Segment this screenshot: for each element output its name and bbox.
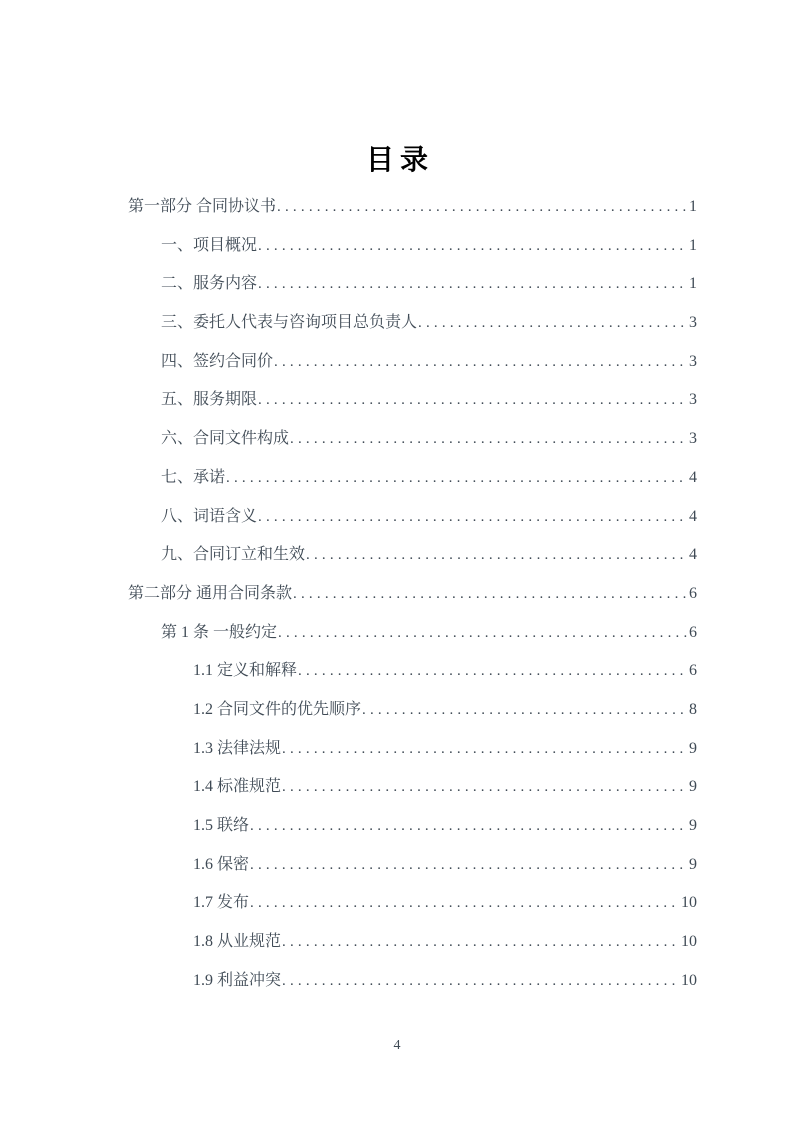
toc-entry-label: 五、服务期限 [161, 391, 258, 409]
toc-entry[interactable] [128, 227, 697, 266]
toc-entry-page-number: 4 [689, 507, 697, 525]
toc-entry-page-number: 4 [689, 546, 697, 564]
toc-entry-page-number: 10 [681, 894, 697, 912]
toc-entry[interactable] [128, 459, 697, 498]
dot-leader [274, 343, 687, 382]
toc-entry-page-number: 1 [689, 275, 697, 293]
toc-entry-page-number: 6 [689, 623, 697, 641]
dot-leader [258, 381, 687, 420]
toc-entry-page-number: 3 [689, 314, 697, 332]
toc-entry[interactable] [128, 575, 697, 614]
dot-leader [282, 923, 679, 962]
toc-entry[interactable] [128, 420, 697, 459]
dot-leader [290, 420, 687, 459]
toc-entry-label: 1.1 定义和解释 [193, 662, 298, 680]
dot-leader [362, 691, 687, 730]
toc-entry-label: 四、签约合同价 [161, 352, 274, 370]
toc-entry[interactable] [128, 768, 697, 807]
footer-page-number: 4 [393, 1038, 401, 1053]
toc-entry-label: 三、委托人代表与咨询项目总负责人 [161, 314, 418, 332]
toc-entry[interactable] [128, 884, 697, 923]
toc-entry-page-number: 3 [689, 430, 697, 448]
toc-entry-label: 1.5 联络 [193, 817, 250, 834]
page-title: 目录 [365, 144, 434, 175]
dot-leader [226, 459, 687, 498]
dot-leader [282, 730, 687, 769]
toc-entry[interactable] [128, 381, 697, 420]
toc-entry-label: 第一部分 合同协议书 [128, 198, 277, 215]
toc-entry[interactable] [128, 614, 697, 653]
toc-entry-label: 1.7 发布 [193, 894, 250, 912]
toc-entry-label: 一、项目概况 [161, 236, 258, 254]
toc-entry[interactable] [128, 188, 697, 227]
toc-entry[interactable] [128, 343, 697, 382]
dot-leader [250, 884, 679, 923]
toc-entry-page-number: 4 [689, 468, 697, 486]
toc-entry[interactable] [128, 265, 697, 304]
toc-entry[interactable] [128, 807, 697, 846]
dot-leader [282, 962, 679, 1001]
toc-entry[interactable] [128, 498, 697, 537]
toc-entry-label: 1.6 保密 [193, 855, 250, 873]
toc-entry-label: 九、合同订立和生效 [161, 546, 306, 564]
toc-entry-page-number: 6 [689, 584, 697, 602]
table-of-contents [128, 188, 697, 1000]
toc-entry-label: 七、承诺 [161, 468, 226, 486]
toc-entry-label: 二、服务内容 [161, 275, 258, 293]
dot-leader [306, 536, 687, 575]
toc-entry-label: 1.4 标准规范 [193, 778, 282, 796]
toc-entry-label: 八、词语含义 [161, 507, 258, 525]
toc-entry-page-number: 3 [689, 391, 697, 409]
dot-leader [282, 768, 687, 807]
toc-entry-page-number: 9 [689, 817, 697, 834]
toc-entry-page-number: 3 [689, 352, 697, 370]
dot-leader [293, 575, 687, 614]
toc-entry-label: 第二部分 通用合同条款 [128, 584, 293, 602]
toc-entry[interactable] [128, 846, 697, 885]
dot-leader [250, 846, 687, 885]
toc-entry-label: 1.3 法律法规 [193, 739, 282, 757]
toc-entry[interactable] [128, 304, 697, 343]
dot-leader [278, 614, 687, 653]
toc-entry-label: 1.8 从业规范 [193, 933, 282, 951]
dot-leader [258, 265, 687, 304]
toc-entry-page-number: 1 [689, 198, 697, 215]
dot-leader [298, 652, 687, 691]
toc-entry-page-number: 9 [689, 778, 697, 796]
toc-entry-label: 第 1 条 一般约定 [161, 623, 278, 641]
toc-entry-label: 六、合同文件构成 [161, 430, 290, 448]
toc-entry-page-number: 1 [689, 236, 697, 254]
toc-entry-label: 1.2 合同文件的优先顺序 [193, 700, 362, 718]
toc-entry[interactable] [128, 962, 697, 1001]
toc-entry[interactable] [128, 730, 697, 769]
dot-leader [418, 304, 687, 343]
toc-entry[interactable] [128, 536, 697, 575]
dot-leader [258, 227, 687, 266]
toc-entry-page-number: 9 [689, 855, 697, 873]
toc-entry-page-number: 6 [689, 662, 697, 680]
dot-leader [250, 807, 687, 846]
toc-entry[interactable] [128, 923, 697, 962]
toc-entry-page-number: 10 [681, 971, 697, 989]
toc-entry[interactable] [128, 652, 697, 691]
dot-leader [277, 188, 687, 227]
toc-entry[interactable] [128, 691, 697, 730]
toc-entry-page-number: 9 [689, 739, 697, 757]
toc-entry-page-number: 8 [689, 700, 697, 718]
dot-leader [258, 498, 687, 537]
toc-entry-label: 1.9 利益冲突 [193, 971, 282, 989]
toc-entry-page-number: 10 [681, 933, 697, 951]
